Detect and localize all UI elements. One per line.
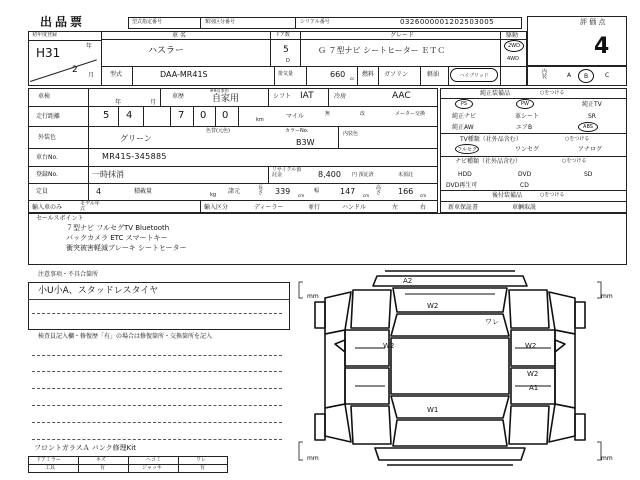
grade-label: グレード [390, 32, 415, 39]
recycle-paid: 円 預託済 [352, 172, 374, 178]
cc-unit: cc [350, 76, 355, 81]
mm-label-4: mm [601, 455, 613, 462]
tv-fullseg: フルセグ [455, 144, 479, 154]
fuel-label: 燃料 [362, 71, 375, 78]
type-spec-label: 型式指定番号 [132, 19, 163, 25]
doors-value: 5 [283, 45, 289, 55]
ac-value: AAC [392, 91, 411, 101]
color-no-label: カラーNo. [285, 128, 309, 134]
dvd-play: DVD再生可 [446, 182, 478, 189]
hybrid-circle: ハイブリッド [450, 68, 498, 82]
car-name-label: 車 名 [172, 32, 186, 39]
nav-sd: SD [584, 171, 593, 178]
legend-h1: ドアミラー [36, 457, 61, 463]
mark-w2-hood: W2 [427, 302, 439, 310]
opt-tv: 純正TV [582, 101, 602, 108]
serial-label: シリアル番号 [300, 19, 330, 25]
mileage-d4: 0 [200, 110, 207, 121]
interior-c: C [605, 72, 610, 79]
body-color-value: グリーン [120, 134, 152, 143]
opt-abs: ABS [578, 122, 598, 132]
handle-label: ハンドル [342, 204, 367, 211]
mm-label-2: mm [307, 455, 319, 462]
mile-opt-none: 無 [325, 111, 331, 117]
mark-w2-left: W2 [383, 342, 395, 350]
legend-v1: 工具 [45, 465, 56, 471]
nav-dvd: DVD [518, 171, 532, 178]
mark-a2-front: A2 [403, 277, 413, 285]
year-suffix: 年 [86, 43, 93, 50]
mile-label: マイル [286, 113, 304, 120]
usage-value: 自家用 [212, 94, 240, 104]
mark-crack-windshield: ワレ [485, 318, 499, 326]
inspection-year-unit: 年 [115, 99, 122, 106]
cc-value: 660 [330, 70, 346, 79]
ac-label: 冷房 [334, 93, 347, 100]
rating-value: 4 [594, 34, 610, 59]
capacity-label: 定員 [36, 188, 49, 195]
notes-title: 注意事項・不具合箇所 [38, 271, 99, 278]
sales-line-3: 衝突被害軽減ブレーキ シートヒーター [66, 244, 187, 252]
model-label: 型式 [110, 71, 123, 78]
fuel-value: ガソリン [384, 71, 409, 78]
legend-h2: キズ [96, 457, 106, 463]
chassis-label: 車台No. [36, 154, 58, 161]
opt-airbag: エアB [516, 124, 533, 131]
legend-h3: ヘコミ [146, 457, 162, 463]
options-hint: ○をつける [540, 90, 565, 96]
mileage-d3: 7 [178, 110, 185, 121]
sales-line-1: ７型ナビ フルセグTV Bluetooth [66, 224, 170, 232]
mm-label-3: mm [601, 293, 613, 300]
mile-opt-mod: 改 [360, 111, 366, 117]
rating-box [527, 16, 627, 66]
len-unit: cm [298, 193, 305, 198]
load-label: 積載量 [134, 188, 153, 195]
width-value: 147 [340, 187, 356, 196]
cc-label: 排気量 [278, 71, 294, 77]
load-unit: kg [210, 192, 217, 198]
legend-v3: ジャッキ [142, 465, 162, 471]
model-value: DAA-MR41S [160, 70, 208, 79]
int-color-label: 内装色 [343, 131, 359, 137]
mark-w2-right: W2 [525, 342, 537, 350]
opt-leather: 革シート [515, 113, 540, 120]
sales-line-2: バックカメラ ETC スマートキー [66, 234, 168, 242]
usage-note: ※※自家用 [210, 88, 229, 93]
usage-label: 車歴 [172, 93, 185, 100]
hgt-label: 高さ [376, 185, 382, 196]
left-option: 左 [392, 204, 399, 211]
parallel-option: 並行 [308, 204, 321, 211]
doors-label: ドア数 [275, 32, 290, 38]
legend-h4: ワレ [196, 457, 207, 463]
month-suffix: 月 [88, 72, 95, 79]
class-label: 類別区分番号 [205, 19, 236, 25]
car-name: ハスラー [148, 46, 185, 56]
drive-2wd: 2WD [504, 40, 524, 52]
interior-a: A [567, 72, 572, 79]
dealer-option: ディーラー [254, 204, 284, 211]
door-suffix: D [286, 58, 290, 64]
mark-w1-rear: W1 [427, 406, 439, 414]
car-damage-diagram [295, 268, 635, 478]
legend-v2: 有 [100, 465, 106, 471]
new-car-warranty: 新車保証書 [448, 204, 479, 211]
capacity-value: 4 [96, 187, 102, 196]
height-value: 166 [398, 187, 414, 196]
first-reg-year: H31 [36, 46, 61, 60]
kei-label: 軽油 [427, 71, 440, 78]
mark-w2-rear-right: W2 [527, 370, 539, 378]
drive-4wd: 4WD [507, 56, 519, 62]
interior-label: 内装 [542, 69, 548, 80]
first-reg-month: 2 [72, 65, 78, 75]
recycle-label: リサイクル預託金 [272, 167, 302, 178]
model-year-label: モデル年式 [80, 201, 100, 212]
mile-opt-meter: メーター交換 [395, 111, 426, 117]
mileage-d1: 5 [103, 110, 110, 121]
reg-value: 一時抹消 [92, 170, 124, 179]
length-value: 339 [275, 187, 291, 196]
mileage-d2: 4 [126, 110, 133, 121]
right-option: 右 [420, 204, 427, 211]
aftermarket-title: 後付装備品 [492, 192, 523, 199]
options-title: 純正装備品 [480, 90, 511, 97]
recycle-value: 8,400 [318, 170, 341, 179]
vehicle-inspection-label: 車検 [38, 93, 51, 100]
reg-label: 登録No. [36, 171, 58, 178]
import-label: 輸入車のみ [32, 204, 63, 211]
inspection-month-unit: 月 [150, 99, 157, 106]
tv-analog: アナログ [578, 146, 603, 153]
len-label: 長さ [258, 185, 264, 196]
hgt-unit: cm [420, 193, 427, 198]
recycle-unpaid: 未預託 [398, 172, 414, 178]
notes-line-1: 小U小A、スタッドレスタイヤ [38, 286, 159, 296]
color-change-note: 色替(元色) [206, 128, 230, 134]
rating-label: 評 価 点 [580, 18, 606, 26]
sales-title: セールスポイント [36, 215, 84, 222]
manual: 車輌取説 [512, 204, 537, 211]
mileage-label: 走行距離 [36, 113, 61, 120]
grade-value: Ｇ ７型ナビ シートヒーター ＥＴＣ [318, 46, 446, 55]
first-reg-label: 初年度登録 [32, 32, 58, 38]
opt-aw: 純正AW [452, 124, 474, 131]
dims-label: 諸元 [228, 188, 241, 195]
wid-label: 幅 [314, 188, 320, 194]
title: 出品票 [40, 15, 86, 29]
opt-sr: SR [588, 113, 596, 120]
cd-option: CD [520, 182, 529, 189]
tv-hint: ○をつける [565, 136, 590, 142]
shift-value: IAT [300, 91, 314, 101]
opt-ps: PS [455, 99, 473, 109]
opt-pw: PW [516, 99, 534, 109]
body-color-label: 外装色 [38, 134, 57, 141]
interior-b-circle: B [578, 69, 594, 83]
tv-title: TV種類（社外品含む） [460, 136, 522, 143]
windshield-note: フロントガラスＡ バンク修理Kit [34, 444, 136, 452]
drive-label: 駆動 [506, 32, 519, 39]
chassis-value: MR41S-345885 [102, 152, 167, 161]
inspector-title: 検査員記入欄・修復歴「有」の場合は修復箇所・交換箇所を記入 [38, 333, 213, 340]
mileage-unit: km [256, 117, 264, 123]
color-no-value: B3W [296, 138, 315, 147]
import-div-label: 輸入区分 [204, 204, 229, 211]
aftermarket-hint: ○をつける [540, 192, 565, 198]
mm-label-1: mm [307, 293, 319, 300]
mileage-d5: 0 [222, 110, 229, 121]
opt-navi: 純正ナビ [452, 113, 477, 120]
tv-oneseg: ワンセグ [515, 146, 540, 153]
wid-unit: cm [363, 193, 370, 198]
nav-title: ナビ種類（社外品含む） [455, 158, 522, 165]
legend-v4: 有 [200, 465, 206, 471]
nav-hint: ○をつける [562, 158, 587, 164]
mark-a1-right: A1 [529, 384, 539, 392]
serial-number: 0326000001202503005 [400, 18, 495, 26]
shift-label: シフト [273, 93, 292, 100]
nav-hdd: HDD [458, 171, 472, 178]
